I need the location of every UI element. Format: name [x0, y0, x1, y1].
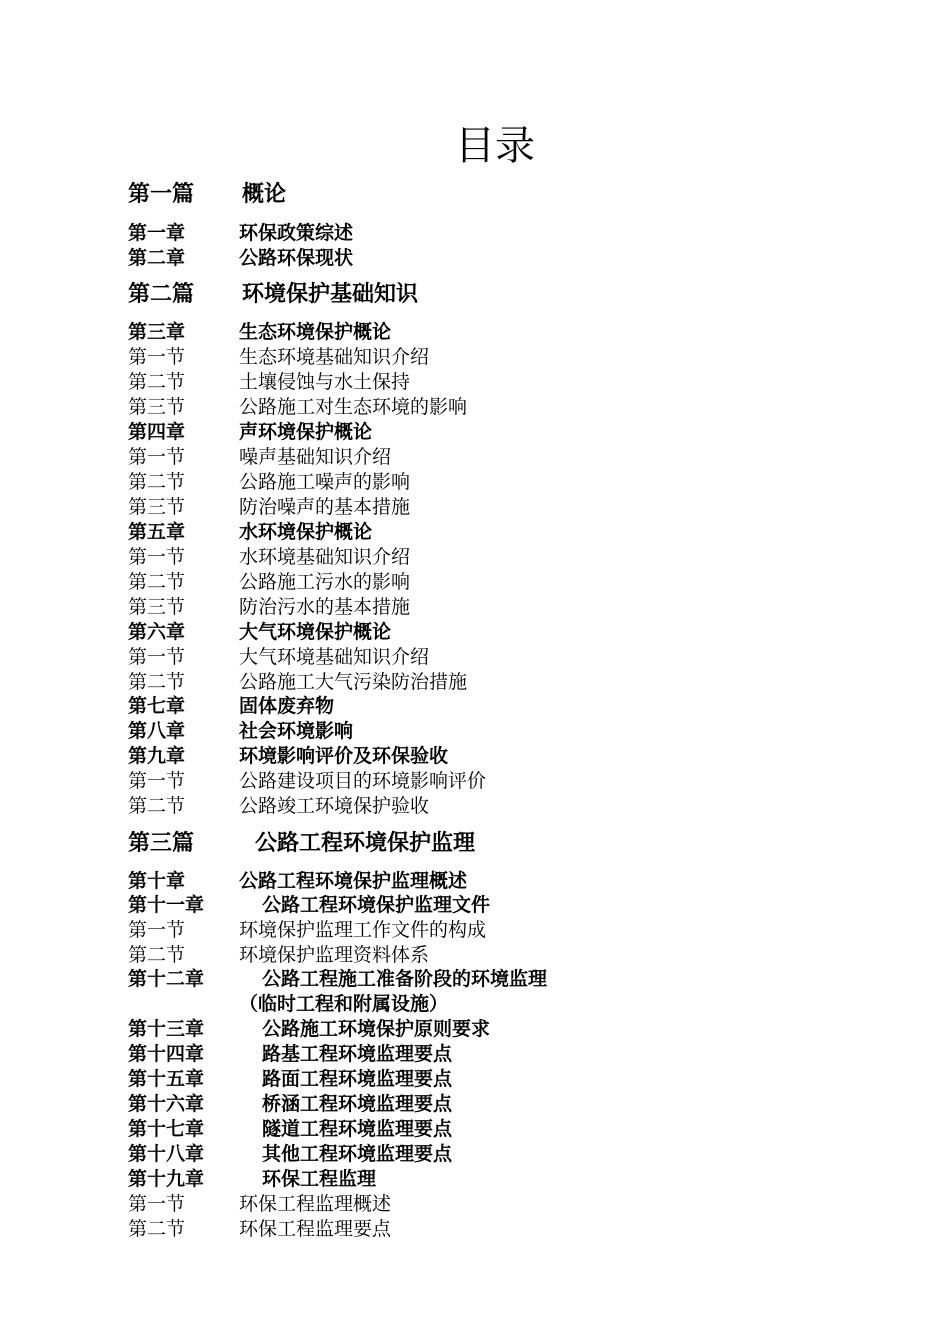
toc-section-number: 第一节 [128, 646, 186, 668]
toc-chapter-number: 第一章 [128, 222, 186, 244]
toc-chapter-title: 社会环境影响 [239, 720, 354, 742]
toc-chapter-title: 公路施工环境保护原则要求 [262, 1018, 491, 1040]
toc-part-number: 第一篇 [128, 182, 195, 207]
toc-chapter-number: 第十二章 [128, 968, 205, 990]
toc-section-title: 噪声基础知识介绍 [239, 446, 392, 468]
toc-part-number: 第三篇 [128, 831, 195, 856]
toc-section-title: 防治污水的基本措施 [239, 596, 411, 618]
toc-section-title: 公路施工污水的影响 [239, 571, 411, 593]
toc-chapter-title: 路面工程环境监理要点 [262, 1068, 453, 1090]
toc-chapter-title: 声环境保护概论 [239, 421, 373, 443]
toc-section-number: 第二节 [128, 1218, 186, 1240]
toc-chapter-number: 第十一章 [128, 894, 205, 916]
toc-section-number: 第二节 [128, 944, 186, 966]
toc-chapter-number: 第四章 [128, 421, 186, 443]
toc-chapter-number: 第十四章 [128, 1043, 205, 1065]
toc-chapter-title: 桥涵工程环境监理要点 [262, 1093, 453, 1115]
toc-part-title: 概论 [242, 182, 287, 207]
toc-section-number: 第三节 [128, 596, 186, 618]
toc-section-title: 土壤侵蚀与水土保持 [239, 371, 411, 393]
toc-chapter-number: 第十五章 [128, 1068, 205, 1090]
toc-chapter-number: 第十八章 [128, 1143, 205, 1165]
toc-section-title: 环保工程监理要点 [239, 1218, 392, 1240]
toc-section-number: 第一节 [128, 546, 186, 568]
toc-chapter-title: 生态环境保护概论 [239, 321, 392, 343]
toc-chapter-title: 环保政策综述 [239, 222, 354, 244]
toc-section-title: 公路竣工环境保护验收 [239, 795, 430, 817]
toc-chapter-number: 第十六章 [128, 1093, 205, 1115]
toc-section-number: 第一节 [128, 919, 186, 941]
toc-section-title: 公路施工噪声的影响 [239, 471, 411, 493]
toc-chapter-title: 公路工程环境保护监理概述 [239, 870, 468, 892]
toc-section-title: 环境保护监理资料体系 [239, 944, 430, 966]
toc-section-title: 环境保护监理工作文件的构成 [239, 919, 487, 941]
toc-section-number: 第二节 [128, 671, 186, 693]
toc-section-number: 第一节 [128, 446, 186, 468]
toc-chapter-title: 其他工程环境监理要点 [262, 1143, 453, 1165]
toc-section-number: 第二节 [128, 371, 186, 393]
toc-section-title: 公路施工大气污染防治措施 [239, 671, 468, 693]
toc-chapter-number: 第五章 [128, 521, 186, 543]
toc-section-title: 防治噪声的基本措施 [239, 496, 411, 518]
toc-section-number: 第三节 [128, 396, 186, 418]
toc-section-number: 第二节 [128, 571, 186, 593]
toc-chapter-number: 第二章 [128, 247, 186, 269]
toc-chapter-number: 第三章 [128, 321, 186, 343]
toc-chapter-title: 公路环保现状 [239, 247, 354, 269]
toc-part-title: 环境保护基础知识 [242, 282, 419, 307]
toc-chapter-number: 第九章 [128, 745, 186, 767]
toc-section-title: 公路建设项目的环境影响评价 [239, 770, 487, 792]
toc-part-title: 公路工程环境保护监理 [255, 831, 476, 856]
toc-chapter-title: 水环境保护概论 [239, 521, 373, 543]
toc-chapter-title: 大气环境保护概论 [239, 621, 392, 643]
toc-section-title: 生态环境基础知识介绍 [239, 346, 430, 368]
toc-part-number: 第二篇 [128, 282, 195, 307]
toc-section-title: 公路施工对生态环境的影响 [239, 396, 468, 418]
toc-chapter-title: 环境影响评价及环保验收 [239, 745, 449, 767]
toc-chapter-title: 公路工程施工准备阶段的环境监理 [262, 968, 548, 990]
toc-chapter-title: 隧道工程环境监理要点 [262, 1118, 453, 1140]
toc-chapter-title: 固体废弃物 [239, 695, 335, 717]
toc-chapter-number: 第十三章 [128, 1018, 205, 1040]
toc-section-number: 第一节 [128, 1193, 186, 1215]
toc-chapter-number: 第七章 [128, 695, 186, 717]
toc-section-number: 第一节 [128, 770, 186, 792]
toc-section-title: 环保工程监理概述 [239, 1193, 392, 1215]
toc-chapter-title: 公路工程环境保护监理文件 [262, 894, 491, 916]
toc-section-title: 水环境基础知识介绍 [239, 546, 411, 568]
toc-chapter-number: 第六章 [128, 621, 186, 643]
toc-chapter-number: 第十七章 [128, 1118, 205, 1140]
toc-section-number: 第二节 [128, 471, 186, 493]
page-title: 目录 [455, 123, 535, 169]
toc-chapter-number: 第十九章 [128, 1168, 205, 1190]
toc-section-number: 第二节 [128, 795, 186, 817]
toc-section-title: 大气环境基础知识介绍 [239, 646, 430, 668]
toc-section-number: 第三节 [128, 496, 186, 518]
toc-chapter-title: 环保工程监理 [262, 1168, 377, 1190]
toc-chapter-number: 第八章 [128, 720, 186, 742]
toc-chapter-number: 第十章 [128, 870, 186, 892]
toc-chapter-title: 路基工程环境监理要点 [262, 1043, 453, 1065]
toc-chapter-title: （临时工程和附属设施） [239, 993, 449, 1015]
toc-section-number: 第一节 [128, 346, 186, 368]
